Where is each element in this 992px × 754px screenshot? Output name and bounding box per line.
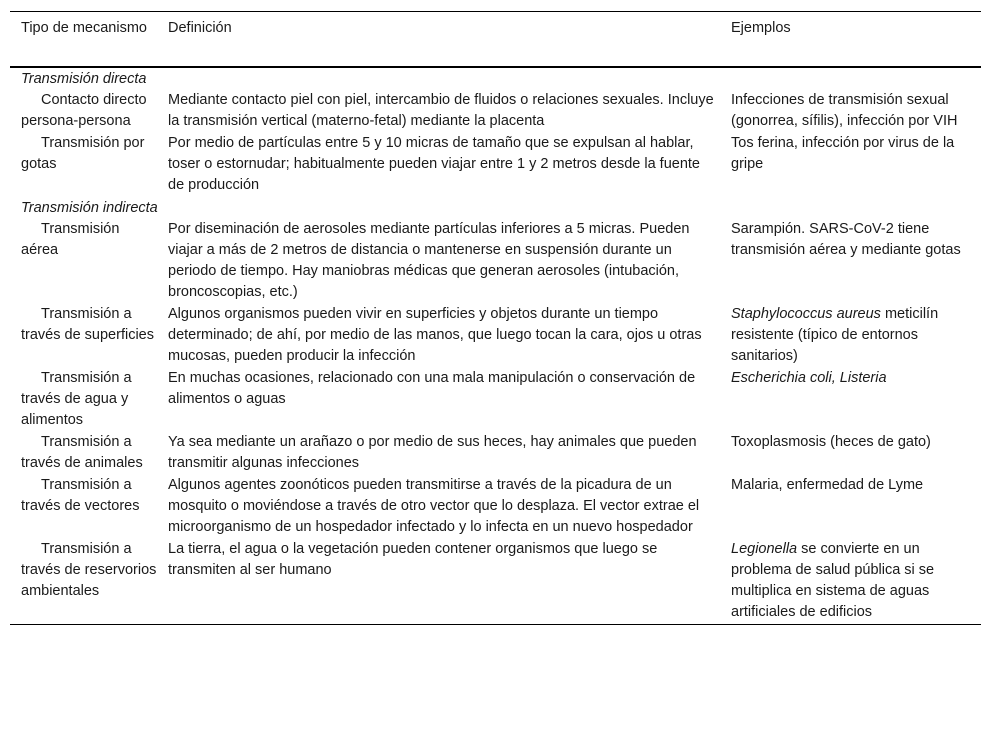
table-row	[10, 539, 981, 625]
table-row	[10, 90, 981, 133]
example-italic: Legionella	[731, 541, 798, 557]
header-definition: Definición	[168, 20, 232, 36]
row-definition: La tierra, el agua o la vegetación pueden contener organismos que luego se transmiten al ser humano	[168, 541, 658, 578]
table-row	[10, 133, 981, 197]
row-type: Transmisión a través de superficies	[21, 306, 154, 343]
table-row	[10, 368, 981, 432]
table-row	[10, 219, 981, 304]
header-examples: Ejemplos	[731, 20, 791, 36]
row-examples	[720, 133, 981, 197]
example-italic: Staphylococcus aureus	[731, 306, 881, 322]
row-examples	[720, 219, 981, 304]
row-examples	[720, 90, 981, 133]
table-header	[10, 12, 981, 68]
example-text: Sarampión. SARS-CoV-2 tiene transmisión aérea y mediante gotas	[731, 221, 961, 258]
row-type: Transmisión a través de agua y alimentos	[21, 370, 132, 428]
row-definition: Algunos organismos pueden vivir en superficies y objetos durante un tiempo determinado; de ahí, por medio de las manos, que luego tocan la cara, ojos u otras mucosas, pueden producir la infección	[168, 306, 702, 364]
row-definition: Algunos agentes zoonóticos pueden transmitirse a través de la picadura de un mosquito o moviéndose a través de otro vector que lo desplaza. El vector extrae el microorganismo de un hospedador infectado y lo infecta en un nuevo hospedador	[168, 477, 700, 535]
example-italic: Escherichia coli, Listeria	[731, 370, 887, 386]
example-text: Malaria, enfermedad de Lyme	[731, 477, 924, 493]
section-title: Transmisión indirecta	[21, 200, 158, 216]
row-definition: En muchas ocasiones, relacionado con una mala manipulación o conservación de alimentos o aguas	[168, 370, 696, 407]
row-definition: Por diseminación de aerosoles mediante partículas inferiores a 5 micras. Pueden viajar a más de 2 metros de distancia o mantenerse en suspensión durante un periodo de tiempo. Hay maniobras médicas que generan aerosoles (intubación, broncoscopias, etc.)	[168, 221, 690, 300]
row-definition: Mediante contacto piel con piel, intercambio de fluidos o relaciones sexuales. Incluye la transmisión vertical (materno-fetal) mediante la placenta	[168, 92, 714, 129]
row-examples	[720, 432, 981, 475]
section-row	[10, 67, 981, 90]
row-type: Transmisión a través de reservorios ambientales	[21, 541, 157, 599]
row-type: Transmisión por gotas	[21, 135, 145, 172]
row-examples	[720, 539, 981, 625]
row-definition: Por medio de partículas entre 5 y 10 micras de tamaño que se expulsan al hablar, toser o estornudar; habitualmente pueden viajar entre 1 y 2 metros desde la fuente de producción	[168, 135, 700, 193]
row-examples	[720, 475, 981, 539]
row-definition: Ya sea mediante un arañazo o por medio de sus heces, hay animales que pueden transmitir algunas infecciones	[168, 434, 697, 471]
table-row	[10, 304, 981, 368]
example-text: Tos ferina, infección por virus de la gripe	[731, 135, 955, 172]
example-text: Toxoplasmosis (heces de gato)	[731, 434, 931, 450]
row-type: Contacto directo persona-persona	[21, 92, 147, 129]
section-row	[10, 197, 981, 219]
table-body	[10, 67, 981, 625]
section-title: Transmisión directa	[21, 71, 147, 87]
example-text: se convierte en un problema de salud pública si se multiplica en sistema de aguas artificiales de edificios	[731, 541, 935, 620]
row-type: Transmisión a través de animales	[21, 434, 143, 471]
transmission-table	[10, 11, 981, 625]
table-row	[10, 475, 981, 539]
example-text: Infecciones de transmisión sexual (gonorrea, sífilis), infección por VIH	[731, 92, 958, 129]
row-type: Transmisión a través de vectores	[21, 477, 140, 514]
example-text: meticilín resistente (típico de entornos sanitarios)	[731, 306, 939, 364]
row-type: Transmisión aérea	[21, 221, 120, 258]
row-examples	[720, 368, 981, 432]
header-row	[10, 12, 981, 68]
table-row	[10, 432, 981, 475]
header-type: Tipo de mecanismo	[21, 20, 147, 36]
row-examples	[720, 304, 981, 368]
